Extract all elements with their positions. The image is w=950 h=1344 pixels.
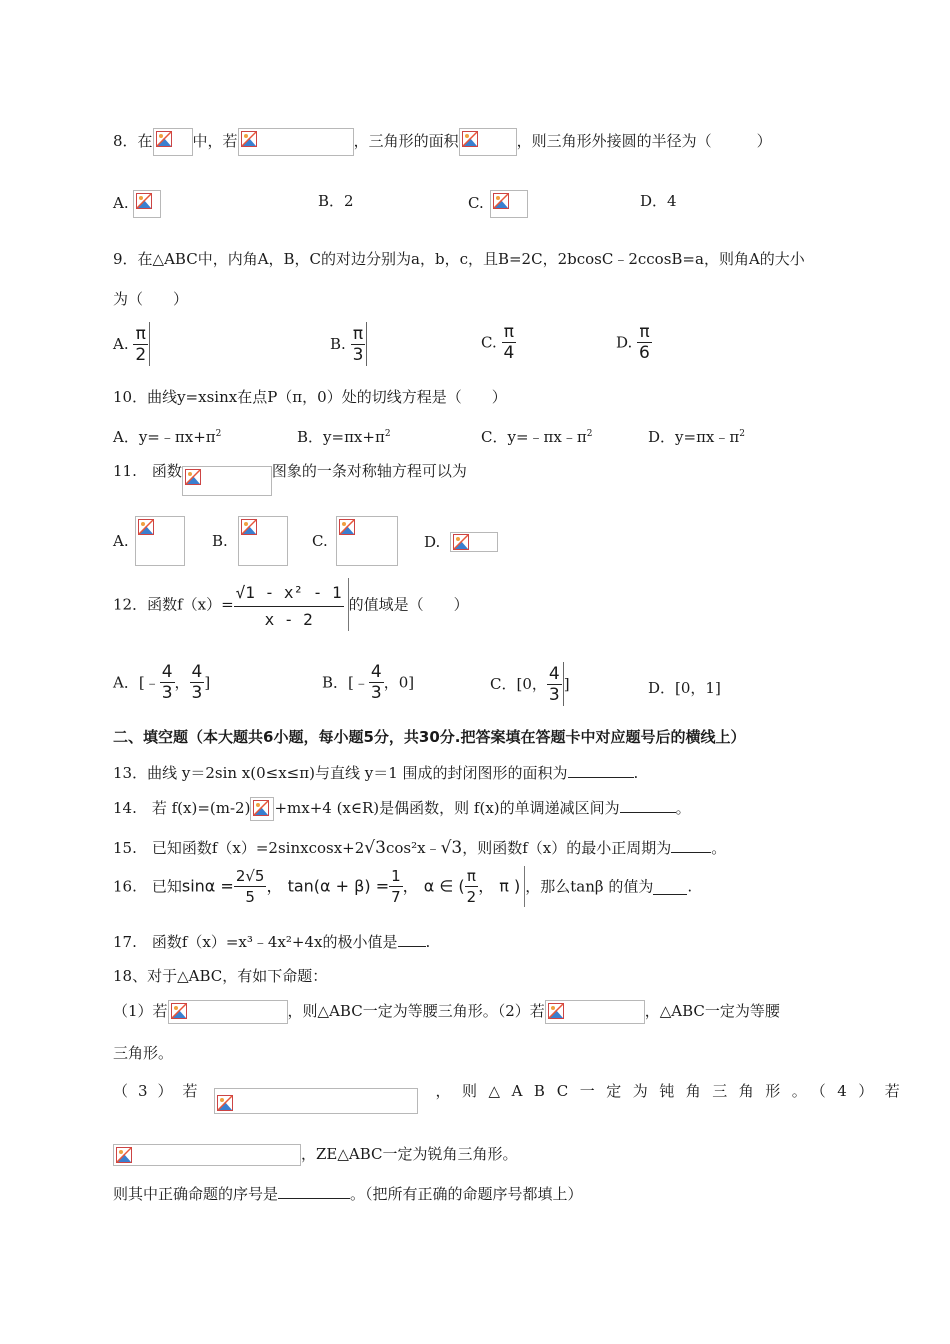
broken-image-icon (168, 1000, 288, 1024)
broken-image-icon (490, 190, 528, 218)
q11-line: 11. 函数 图象的一条对称轴方程可以为 (113, 460, 467, 496)
section-heading: 二、填空题（本大题共6小题，每小题5分，共30分.把答案填在答题卡中对应题号后的横线上） (113, 728, 746, 746)
broken-image-icon (153, 128, 193, 156)
q10-line: 10．曲线y=xsinx在点P（π，0）处的切线方程是（ ） (113, 388, 507, 406)
formula-image: sinα = $\frac{2√5}{5}$ ， tan(α + β) = $\frac{1}{7}$ ， α ∈ ( $\frac{\pi}{2}$ ， π ) (182, 866, 525, 907)
fraction: $\frac{4}{3}$ (370, 662, 382, 703)
fraction: $\frac{4}{3}$ (191, 662, 203, 703)
q8-option-b: B．2 (318, 192, 354, 210)
q11-option-d: D. (424, 530, 498, 553)
q8-number: 8．在 (113, 132, 153, 150)
q18-line5: ，ZE△ABC一定为锐角三角形。 (113, 1143, 518, 1166)
broken-image-icon (135, 516, 185, 566)
broken-image-icon (250, 797, 274, 821)
fraction: $\frac{\pi}{4}$ (503, 322, 515, 363)
q9-line2: 为（ ） (113, 290, 189, 308)
q18-line2: （1）若 ，则△ABC一定为等腰三角形。（2）若 ，△ABC一定为等腰 (113, 1000, 780, 1024)
q8-option-a: A. (113, 190, 161, 218)
q12-option-d: D．[0，1] (648, 679, 721, 697)
q8-option-d: D．4 (640, 192, 677, 210)
q18-line4: （3）若 ，则△ABC一定为钝角三角形。（4）若 (113, 1080, 911, 1114)
q12-option-b: B．[﹣ $\frac{4}{3}$ ，0] (322, 662, 415, 703)
q9-option-d: D. $\frac{\pi}{6}$ (616, 322, 650, 363)
fraction: $\frac{\pi}{2}$ (135, 323, 147, 365)
q10-option-c: C．$y=﹣\pi x﹣\pi^2$ (481, 428, 593, 446)
q11-option-b: B. (212, 516, 288, 566)
broken-image-icon (182, 466, 272, 496)
broken-image-icon (450, 532, 498, 552)
q14-line: 14. 若 f(x)=(m-2) +mx+4 (x∈R)是偶函数，则 f(x)的单调递减区间为 。 (113, 796, 691, 821)
q18-line6: 则其中正确命题的序号是 。（把所有正确的命题序号都填上） (113, 1182, 583, 1205)
q18-line3: 三角形。 (113, 1044, 174, 1062)
answer-blank (653, 878, 687, 895)
broken-image-icon (459, 128, 517, 156)
fraction: $\frac{\pi}{6}$ (639, 322, 650, 363)
question-8 (113, 128, 772, 156)
fraction: $\frac{4}{3}$ (548, 663, 560, 705)
root-fraction: $\frac{\text{√1 - x² - 1}}{x - 2}$ (234, 578, 349, 631)
q12-option-c: C．[0， $\frac{4}{3}$ ] (490, 663, 570, 705)
broken-image-icon (238, 128, 354, 156)
q8-text: ，则三角形外接圆的半径为（ ） (516, 132, 772, 150)
broken-image-icon (545, 1000, 645, 1024)
broken-image-icon (113, 1144, 301, 1166)
q9-option-a: A. $\frac{\pi}{2}$ (113, 322, 150, 366)
broken-image-icon (214, 1088, 418, 1114)
q11-option-a: A. (113, 516, 185, 566)
q8-text: ，三角形的面积 (353, 132, 459, 150)
q13-line: 13．曲线 y＝2sin x(0≤x≤π)与直线 y＝1 围成的封闭图形的面积为 . (113, 761, 638, 784)
q9-option-c: C. $\frac{\pi}{4}$ (481, 322, 515, 363)
broken-image-icon (238, 516, 288, 566)
fraction: $\frac{\pi}{3}$ (352, 323, 364, 365)
q9-line1: 9．在△ABC中，内角A，B，C的对边分别为a，b，c，且B=2C，2bcosC﹣2ccosB=a，则角A的大小 (113, 250, 805, 268)
broken-image-icon (336, 516, 398, 566)
q18-line1: 18、对于△ABC，有如下命题： (113, 967, 328, 985)
q10-option-b: B．$y=\pi x+\pi^2$ (297, 428, 391, 446)
q8-text: 中，若 (192, 132, 238, 150)
q12-option-a: A．[﹣ $\frac{4}{3}$ ， $\frac{4}{3}$ ] (113, 662, 211, 703)
q10-option-a: A．$y=﹣\pi x+\pi^2$ (113, 428, 222, 446)
broken-image-icon (133, 190, 161, 218)
answer-blank (671, 836, 711, 853)
q9-option-b: B. $\frac{\pi}{3}$ (330, 322, 367, 366)
q15-line: 15. 已知函数f（x）=2sinxcosx+2√3cos²x﹣√3，则函数f（x）的最小正周期为 。 (113, 838, 727, 858)
answer-blank (620, 796, 676, 813)
answer-blank (398, 930, 426, 947)
q10-option-d: D．$y=\pi x﹣\pi^2$ (648, 428, 745, 446)
q11-option-c: C. (312, 516, 398, 566)
answer-blank (278, 1182, 350, 1199)
q17-line: 17. 函数f（x）=x³﹣4x²+4x的极小值是 . (113, 930, 430, 953)
q12-line: 12．函数f（x）= $\frac{\text{√1 - x² - 1}}{x - 2}$ 的值域是（ ） (113, 578, 469, 631)
q8-option-c: C. (468, 190, 528, 218)
answer-blank (568, 761, 634, 778)
fraction: $\frac{4}{3}$ (161, 662, 173, 703)
q16-line: 16. 已知sinα = $\frac{2√5}{5}$ ， tan(α + β) = $\frac{1}{7}$ ， α ∈ ( $\frac{\pi}{2}$ ， π ) ，那么tanβ 的值为 . (113, 867, 693, 906)
